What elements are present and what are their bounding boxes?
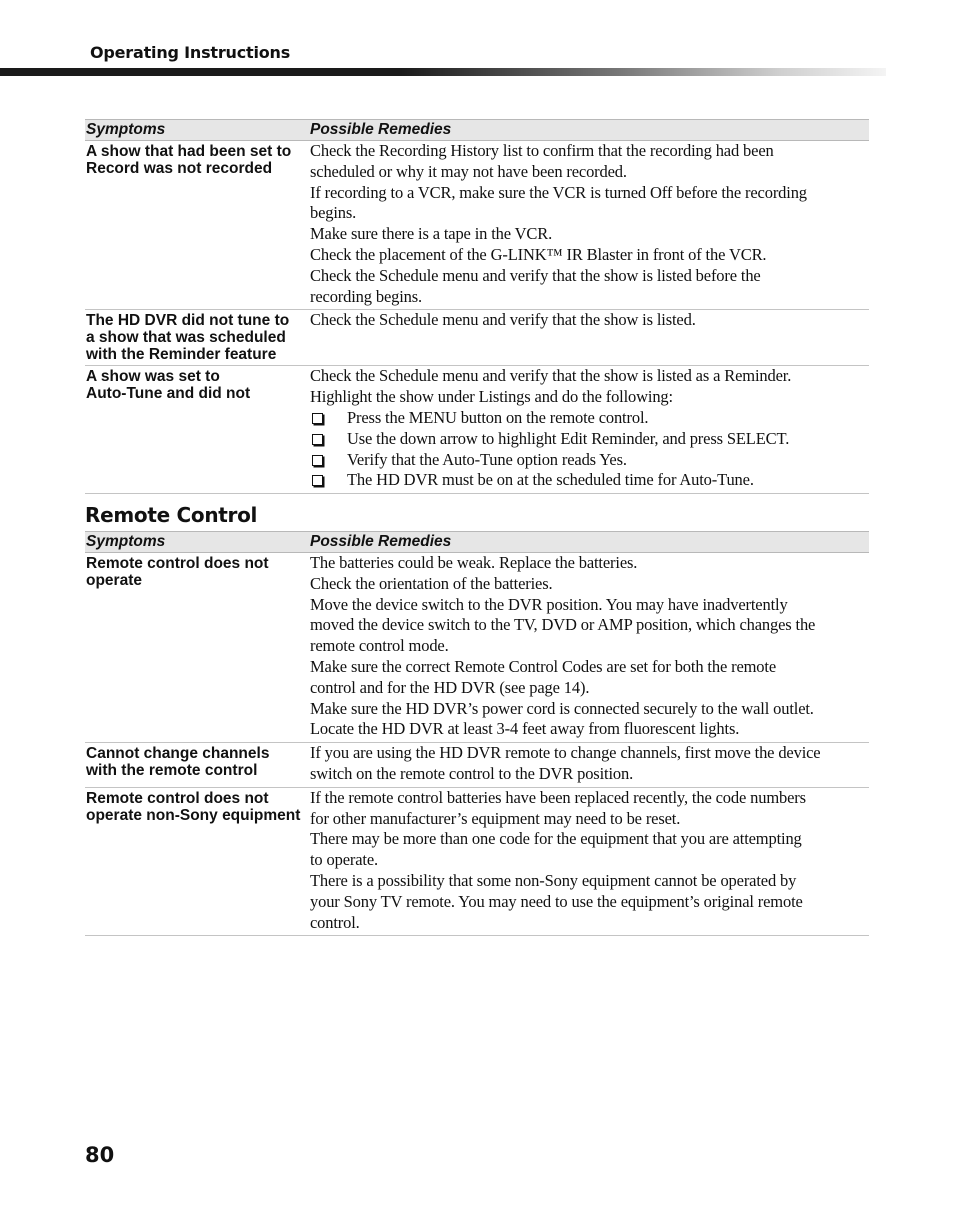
remedy-line: Move the device switch to the DVR position. You may have inadvertently bbox=[310, 594, 788, 614]
table-row bbox=[85, 310, 869, 366]
remedy-line: Check the Recording History list to confirm that the recording had been bbox=[310, 141, 774, 160]
remedy-line: switch on the remote control to the DVR position. bbox=[310, 763, 634, 783]
remedy-line: If you are using the HD DVR remote to change channels, first move the device bbox=[310, 743, 821, 763]
remedy-line: remote control mode. bbox=[310, 636, 449, 656]
table-row bbox=[85, 366, 869, 494]
symptom-cell bbox=[85, 310, 310, 363]
remedy-line: If recording to a VCR, make sure the VCR is turned Off before the recording bbox=[310, 182, 807, 202]
table-row bbox=[85, 743, 869, 788]
table-row bbox=[85, 141, 869, 310]
symptom-line: with the Reminder feature bbox=[86, 346, 277, 364]
symptom-line: A show was set to bbox=[86, 368, 220, 386]
remedy-line: to operate. bbox=[310, 850, 378, 870]
symptom-line: operate non-Sony equipment bbox=[86, 806, 301, 824]
page-number: 80 bbox=[85, 1143, 115, 1167]
remedy-line: Check the Schedule menu and verify that the show is listed before the bbox=[310, 265, 761, 285]
running-header: Operating Instructions bbox=[90, 43, 291, 62]
remedy-line: begins. bbox=[310, 203, 357, 223]
remedy-line: There may be more than one code for the equipment that you are attempting bbox=[310, 829, 802, 849]
checklist-text: Press the MENU button on the remote control. bbox=[347, 407, 649, 427]
remedy-line: Make sure the correct Remote Control Codes are set for both the remote bbox=[310, 656, 777, 676]
remedy-line: Make sure the HD DVR’s power cord is connected securely to the wall outlet. bbox=[310, 698, 814, 718]
remote-control-troubleshooting-table bbox=[85, 531, 869, 936]
table-header-row bbox=[85, 531, 869, 553]
checklist-text: Use the down arrow to highlight Edit Reminder, and press SELECT. bbox=[347, 428, 790, 448]
table-row bbox=[85, 788, 869, 937]
section-heading: Remote Control bbox=[85, 503, 258, 527]
remedy-line: recording begins. bbox=[310, 286, 422, 306]
recording-troubleshooting-table bbox=[85, 119, 869, 494]
checkbox-bullet-icon bbox=[312, 455, 323, 466]
symptoms-column-header: Symptoms bbox=[86, 533, 166, 550]
remedy-line: control. bbox=[310, 912, 360, 932]
remedy-line: for other manufacturer’s equipment may need to be reset. bbox=[310, 808, 681, 828]
checklist-item bbox=[310, 429, 869, 450]
symptom-line: Record was not recorded bbox=[86, 160, 273, 177]
symptom-line: A show that had been set to bbox=[86, 143, 292, 160]
symptoms-column-header: Symptoms bbox=[86, 121, 166, 138]
checkbox-bullet-icon bbox=[312, 475, 323, 486]
remedy-line: your Sony TV remote. You may need to use the equipment’s original remote bbox=[310, 891, 803, 911]
symptom-line: Remote control does not bbox=[86, 789, 269, 807]
remedy-line: Check the Schedule menu and verify that the show is listed. bbox=[310, 310, 696, 330]
header-rule bbox=[0, 68, 886, 76]
symptom-cell bbox=[85, 141, 310, 307]
remedy-cell bbox=[310, 788, 869, 934]
table-row bbox=[85, 553, 869, 743]
remedy-line: Check the Schedule menu and verify that the show is listed as a Reminder. bbox=[310, 366, 792, 386]
remedy-cell bbox=[310, 366, 869, 491]
symptom-line: The HD DVR did not tune to bbox=[86, 312, 290, 330]
table-header-row bbox=[85, 119, 869, 141]
remedy-cell bbox=[310, 553, 869, 740]
remedy-line: moved the device switch to the TV, DVD or AMP position, which changes the bbox=[310, 615, 816, 635]
remedy-line: Locate the HD DVR at least 3-4 feet away from fluorescent lights. bbox=[310, 719, 740, 739]
remedy-line: control and for the HD DVR (see page 14). bbox=[310, 677, 590, 697]
symptom-cell bbox=[85, 553, 310, 740]
remedy-line: There is a possibility that some non-Sony equipment cannot be operated by bbox=[310, 870, 797, 890]
remedies-column-header: Possible Remedies bbox=[310, 121, 452, 138]
remedy-cell bbox=[310, 141, 869, 307]
remedy-line: Highlight the show under Listings and do the following: bbox=[310, 387, 673, 407]
remedy-line: scheduled or why it may not have been recorded. bbox=[310, 161, 627, 181]
remedy-cell bbox=[310, 310, 869, 363]
remedy-line: Check the placement of the G-LINK™ IR Blaster in front of the VCR. bbox=[310, 244, 767, 264]
remedy-line: The batteries could be weak. Replace the batteries. bbox=[310, 553, 638, 572]
remedy-line: Make sure there is a tape in the VCR. bbox=[310, 224, 553, 244]
symptom-cell bbox=[85, 366, 310, 491]
remedies-column-header: Possible Remedies bbox=[310, 533, 452, 550]
remedy-cell bbox=[310, 743, 869, 785]
symptom-line: Remote control does not bbox=[86, 555, 269, 572]
remedy-line: Check the orientation of the batteries. bbox=[310, 573, 553, 593]
remedy-line: If the remote control batteries have been replaced recently, the code numbers bbox=[310, 787, 806, 807]
checklist-item bbox=[310, 470, 869, 491]
symptom-cell bbox=[85, 788, 310, 934]
symptom-line: operate bbox=[86, 572, 142, 589]
symptom-line: with the remote control bbox=[86, 762, 258, 780]
symptom-line: Cannot change channels bbox=[86, 745, 270, 763]
symptom-line: Auto-Tune and did not bbox=[86, 385, 251, 403]
checklist-text: Verify that the Auto-Tune option reads Yes. bbox=[347, 449, 627, 469]
symptom-line: a show that was scheduled bbox=[86, 329, 286, 347]
checkbox-bullet-icon bbox=[312, 434, 323, 445]
checkbox-bullet-icon bbox=[312, 413, 323, 424]
checklist-text: The HD DVR must be on at the scheduled time for Auto-Tune. bbox=[347, 470, 754, 490]
symptom-cell bbox=[85, 743, 310, 785]
checklist-item bbox=[310, 408, 869, 429]
checklist-item bbox=[310, 450, 869, 471]
